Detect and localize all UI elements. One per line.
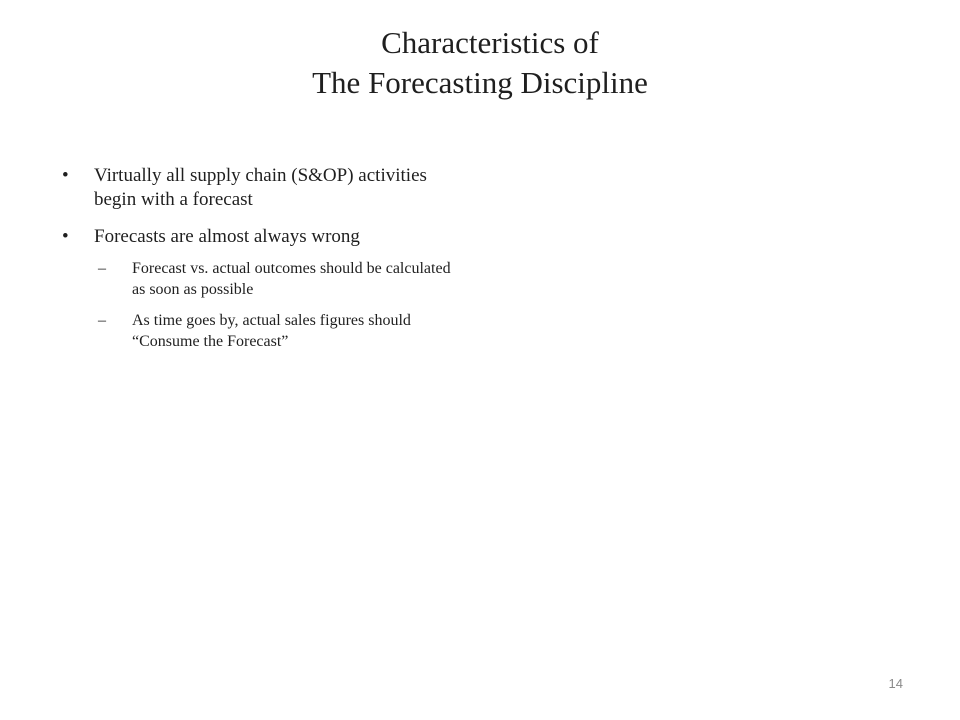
slide-content [62,164,462,362]
sub-bullet-text: Forecast vs. actual outcomes should be calculated as soon as possible [132,260,451,298]
bullet-item [62,164,462,212]
bullet-text: Virtually all supply chain (S&OP) activities begin with a forecast [94,165,427,210]
bullet-marker: • [62,226,69,247]
sub-bullet-marker: – [98,260,106,277]
page-number: 14 [888,676,903,691]
sub-bullet-item [62,258,462,300]
bullet-marker: • [62,165,69,186]
sub-bullet-list [62,258,462,352]
bullet-text: Forecasts are almost always wrong [94,226,360,247]
sub-bullet-marker: – [98,312,106,329]
bullet-item [62,225,462,249]
sub-bullet-item [62,310,462,352]
slide-title-line-1: Characteristics of [381,25,599,60]
sub-bullet-text: As time goes by, actual sales figures should “Consume the Forecast” [132,312,411,350]
slide-title-line-2: The Forecasting Discipline [312,65,648,100]
